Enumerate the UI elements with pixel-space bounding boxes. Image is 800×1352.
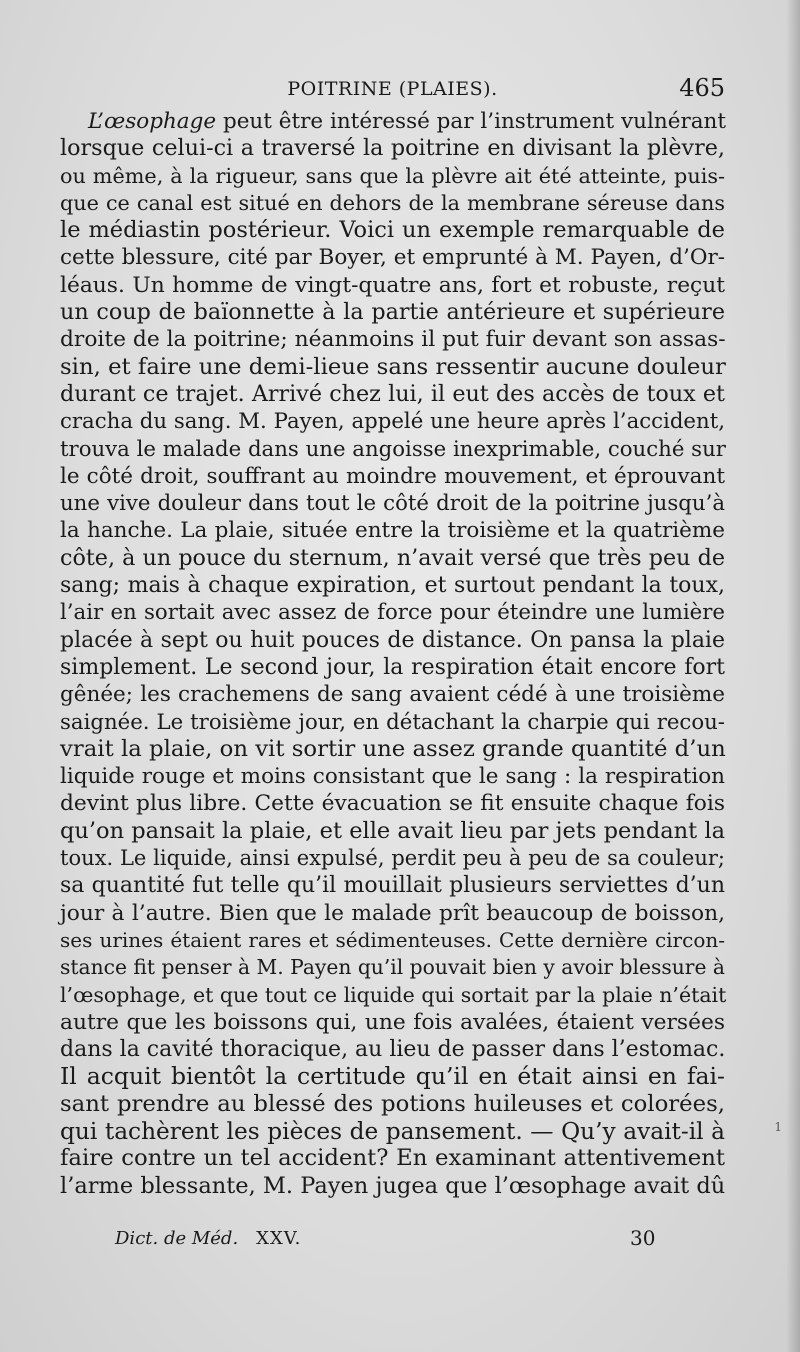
- text-line: une vive douleur dans tout le côté droit de la poitrine jusqu’à: [60, 491, 725, 517]
- sheet-number: 30: [630, 1226, 656, 1250]
- text-line: droite de la poitrine; néanmoins il put fuir devant son assas-: [60, 327, 726, 353]
- text-line: léaus. Un homme de vingt-quatre ans, fort et robuste, reçut: [60, 272, 725, 298]
- volume-number: XXV.: [256, 1228, 302, 1249]
- text-line: toux. Le liquide, ainsi expulsé, perdit peu à peu de sa couleur;: [60, 846, 725, 871]
- signature-text: Dict. de Méd.: [115, 1228, 239, 1249]
- text-line: côte, à un pouce du sternum, n’avait versé que très peu de: [60, 544, 725, 571]
- body-text: [60, 108, 725, 1200]
- text-line: L’œsophage peut être intéressé par l’instrument vulnérant: [88, 109, 727, 134]
- text-line: trouva le malade dans une angoisse inexprimable, couché sur: [60, 436, 726, 462]
- text-line: l’air en sortait avec assez de force pour éteindre une lumière: [60, 600, 725, 626]
- text-line: le médiastin postérieur. Voici un exemple remarquable de: [60, 217, 725, 244]
- text-line: l’œsophage, et que tout ce liquide qui sortait par la plaie n’était: [60, 982, 727, 1007]
- text-line: simplement. Le second jour, la respiration était encore fort: [60, 654, 725, 680]
- text-line: sant prendre au blessé des potions huileuses et colorées,: [60, 1090, 725, 1117]
- page-header: [60, 70, 725, 104]
- text-line: sin, et faire une demi-lieue sans ressentir aucune douleur: [60, 353, 726, 380]
- text-line: l’arme blessante, M. Payen jugea que l’œsophage avait dû: [60, 1172, 726, 1199]
- margin-mark: 1: [774, 1120, 782, 1134]
- text-line: sang; mais à chaque expiration, et surtout pendant la toux,: [60, 573, 725, 599]
- text-line: durant ce trajet. Arrivé chez lui, il eut des accès de toux et: [60, 380, 725, 407]
- text-line: vrait la plaie, on vit sortir une assez grande quantité d’un: [60, 735, 726, 762]
- page-number: 465: [679, 74, 725, 102]
- page-footer: [60, 1224, 725, 1254]
- text-line: la hanche. La plaie, située entre la troisième et la quatrième: [60, 518, 725, 544]
- text-line: faire contre un tel accident? En examinant attentivement: [60, 1145, 725, 1172]
- text-line: ses urines étaient rares et sédimenteuses. Cette dernière circon-: [60, 927, 725, 952]
- text-line: le côté droit, souffrant au moindre mouvement, et éprouvant: [60, 463, 725, 489]
- emphasized-term: L’œsophage: [88, 109, 217, 134]
- text-line: sa quantité fut telle qu’il mouillait plusieurs serviettes d’un: [60, 873, 725, 899]
- text-line: autre que les boissons qui, une fois avalées, étaient versées: [60, 1009, 725, 1035]
- text-line: cracha du sang. M. Payen, appelé une heure après l’accident,: [60, 409, 725, 435]
- text-line: devint plus libre. Cette évacuation se fit ensuite chaque fois: [60, 791, 725, 817]
- text-line: placée à sept ou huit pouces de distance. On pansa la plaie: [60, 627, 725, 653]
- text-line: gênée; les crachemens de sang avaient cédé à une troisième: [60, 682, 725, 708]
- running-title: POITRINE (PLAIES).: [287, 78, 498, 100]
- text-line: que ce canal est situé en dehors de la membrane séreuse dans: [60, 190, 725, 215]
- text-line: liquide rouge et moins consistant que le sang : la respiration: [60, 764, 725, 790]
- text-line: qui tachèrent les pièces de pansement. — Qu’y avait-il à: [60, 1117, 725, 1145]
- text-line: jour à l’autre. Bien que le malade prît beaucoup de boisson,: [60, 900, 725, 926]
- text-line: qu’on pansait la plaie, et elle avait lieu par jets pendant la: [60, 817, 725, 844]
- text-line: cette blessure, cité par Boyer, et emprunté à M. Payen, d’Or-: [60, 245, 725, 271]
- text-line: saignée. Le troisième jour, en détachant la charpie qui recou-: [60, 709, 725, 735]
- text-line: un coup de baïonnette à la partie antérieure et supérieure: [60, 299, 725, 326]
- text-line: stance fit penser à M. Payen qu’il pouvait bien y avoir blessure à: [60, 955, 725, 980]
- text-line: dans la cavité thoracique, au lieu de passer dans l’estomac.: [60, 1037, 726, 1063]
- text-line: Il acquit bientôt la certitude qu’il en était ainsi en fai-: [60, 1062, 725, 1091]
- text-line: lorsque celui-ci a traversé la poitrine en divisant la plèvre,: [60, 135, 725, 162]
- text-line: ou même, à la rigueur, sans que la plèvre ait été atteinte, puis-: [60, 163, 725, 188]
- signature-mark: [115, 1228, 301, 1249]
